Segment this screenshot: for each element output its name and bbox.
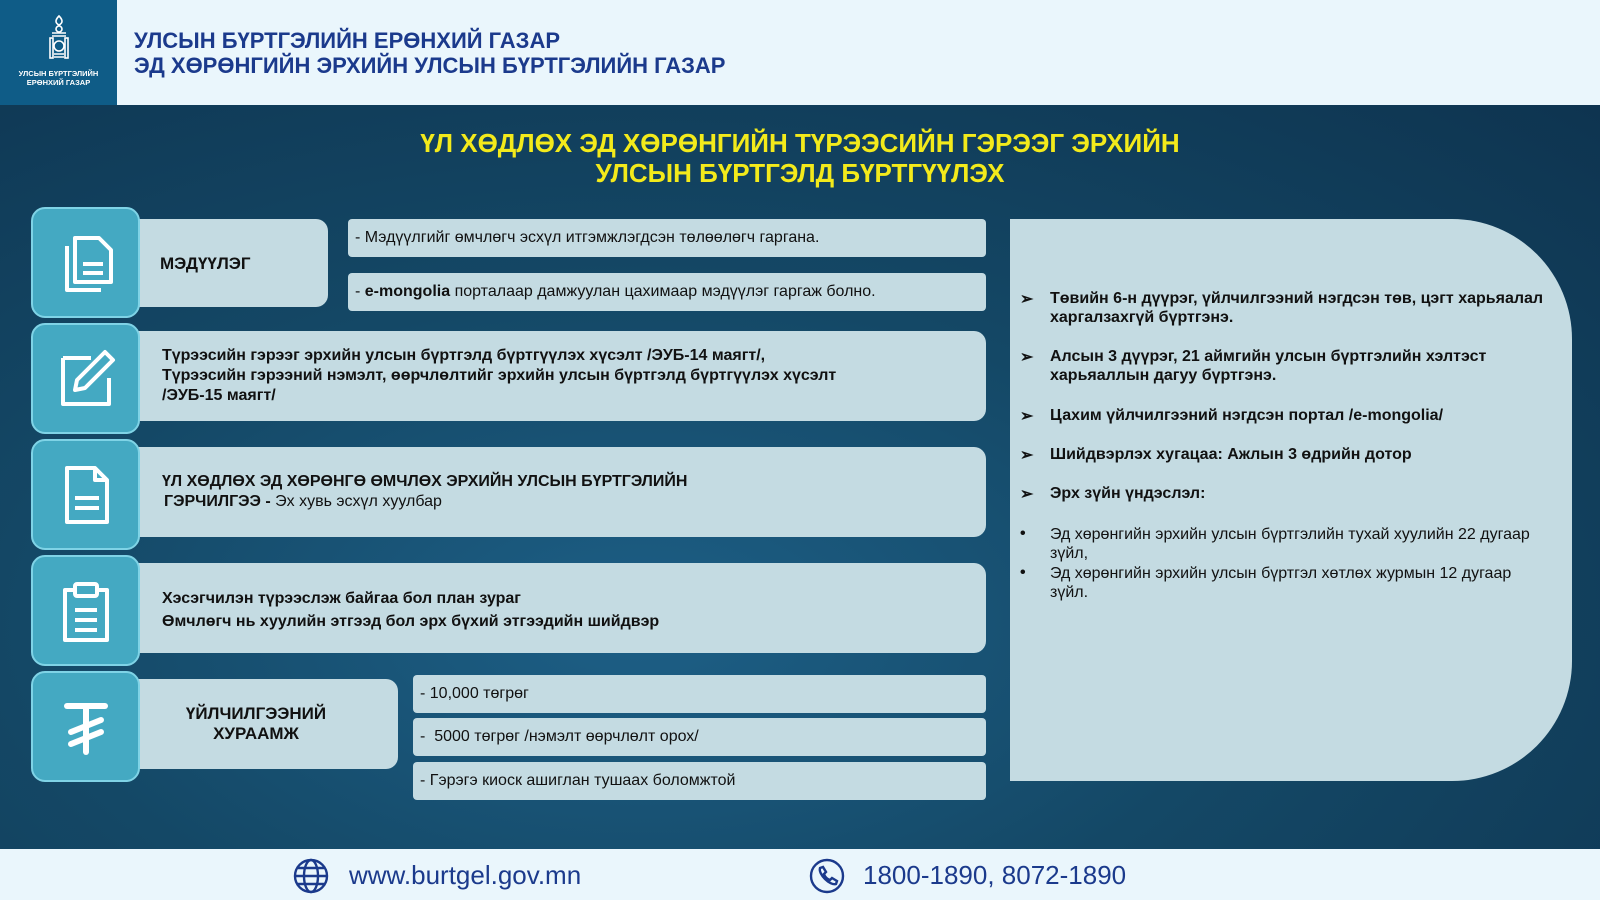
arrow-bullet-icon: ➢ <box>1020 349 1034 366</box>
arrow-bullet-icon: ➢ <box>1020 447 1034 464</box>
additional-docs-text <box>162 587 659 633</box>
logo-caption-line2: ЕРӨНХИЙ ГАЗАР <box>26 78 91 87</box>
additional-docs-tile <box>31 555 140 666</box>
fee-label <box>136 704 376 744</box>
certificate-line2-text: Эх хувь эсхүл хуулбар <box>275 493 442 510</box>
main-infographic <box>0 105 1600 849</box>
info-point-text: Шийдвэрлэх хугацаа: Ажлын 3 өдрийн дотор <box>1050 446 1412 463</box>
arrow-bullet-icon: ➢ <box>1020 486 1034 503</box>
application-item-2-text: порталаар дамжуулан цахимаар мэдүүлэг гаргаж болно. <box>450 283 876 300</box>
fee-label-box <box>136 679 398 769</box>
globe-icon <box>292 857 330 895</box>
logo-caption <box>19 69 99 87</box>
certificate-box <box>136 447 986 537</box>
fee-item-3 <box>413 762 986 800</box>
legal-basis-text: Эд хөрөнгийн эрхийн улсын бүртгэлийн тухай хуулийн 22 дугаар зүйл, <box>1050 526 1530 562</box>
org-name-line2: ЭД ХӨРӨНГИЙН ЭРХИЙН УЛСЫН БҮРТГЭЛИЙН ГАЗАР <box>134 53 726 78</box>
arrow-bullet-icon: ➢ <box>1020 408 1034 425</box>
soyombo-emblem-icon <box>46 14 72 64</box>
edit-form-icon <box>51 344 121 414</box>
fee-item-1-text: - 10,000 төгрөг <box>420 685 529 702</box>
application-label: МЭДҮҮЛЭГ <box>160 254 251 273</box>
header-bar <box>0 0 1600 105</box>
additional-docs-line1: Хэсэгчилэн түрээслэж байгаа бол план зураг <box>162 590 521 607</box>
info-point-text: Алсын 3 дүүрэг, 21 аймгийн улсын бүртгэлийн хэлтэст харьяаллын дагуу бүртгэнэ. <box>1050 348 1487 384</box>
title-line2: УЛСЫН БҮРТГЭЛД БҮРТГҮҮЛЭХ <box>595 158 1005 188</box>
page-title <box>0 128 1600 188</box>
application-item-2 <box>348 273 986 311</box>
e-mongolia-link[interactable]: e-mongolia <box>364 283 451 300</box>
footer-bar <box>0 849 1600 900</box>
application-label-box <box>136 219 328 307</box>
legal-basis-text: Эд хөрөнгийн эрхийн улсын бүртгэл хөтлөх журмын 12 дугаар зүйл. <box>1050 565 1512 601</box>
fee-tile <box>31 671 140 782</box>
clipboard-icon <box>51 576 121 646</box>
fee-item-1 <box>413 675 986 713</box>
fee-label-line1: ҮЙЛЧИЛГЭЭНИЙ <box>185 704 327 723</box>
arrow-bullet-icon: ➢ <box>1020 291 1034 308</box>
phone-icon <box>808 857 846 895</box>
title-line1: ҮЛ ХӨДЛӨХ ЭД ХӨРӨНГИЙН ТҮРЭЭСИЙН ГЭРЭЭГ ЭРХИЙН <box>420 128 1180 158</box>
fee-item-2-text: - 5000 төгрөг /нэмэлт өөрчлөлт орох/ <box>420 728 699 745</box>
request-form-line2: Түрээсийн гэрээний нэмэлт, өөрчлөлтийг эрхийн улсын бүртгэлд бүртгүүлэх хүсэлт <box>162 367 837 384</box>
dot-bullet-icon: • <box>1020 525 1026 542</box>
request-form-box <box>136 331 986 421</box>
organization-name <box>134 28 725 78</box>
documents-icon <box>51 228 121 298</box>
certificate-tile <box>31 439 140 550</box>
request-form-text <box>162 346 836 406</box>
info-point-text: Эрх зүйн үндэслэл: <box>1050 485 1206 502</box>
org-name-line1: УЛСЫН БҮРТГЭЛИЙН ЕРӨНХИЙ ГАЗАР <box>134 28 561 53</box>
certificate-text <box>162 472 687 512</box>
website-link[interactable]: www.burtgel.gov.mn <box>349 860 582 890</box>
application-item-1 <box>348 219 986 257</box>
fee-label-line2: ХУРААМЖ <box>213 724 299 743</box>
agency-logo[interactable] <box>0 0 117 105</box>
request-form-line1: Түрээсийн гэрээг эрхийн улсын бүртгэлд бүртгүүлэх хүсэлт /ЭУБ-14 маягт/, <box>162 347 766 364</box>
logo-caption-line1: УЛСЫН БҮРТГЭЛИЙН <box>18 69 99 78</box>
request-form-line3: /ЭУБ-15 маягт/ <box>162 387 276 404</box>
info-panel <box>1010 219 1572 781</box>
certificate-line1: ҮЛ ХӨДЛӨХ ЭД ХӨРӨНГӨ ӨМЧЛӨХ ЭРХИЙН УЛСЫН БҮРТГЭЛИЙН <box>162 473 688 490</box>
phone-number[interactable]: 1800-1890, 8072-1890 <box>863 860 1127 890</box>
dot-bullet-icon: • <box>1020 564 1026 581</box>
fee-item-2 <box>413 718 986 756</box>
request-form-tile <box>31 323 140 434</box>
application-item-2-prefix: - <box>355 283 365 300</box>
additional-docs-line2: Өмчлөгч нь хуулийн этгээд бол эрх бүхий этгээдийн шийдвэр <box>162 613 660 630</box>
info-point-text: Цахим үйлчилгээний нэгдсэн портал /e-mongolia/ <box>1050 407 1444 424</box>
application-tile <box>31 207 140 318</box>
info-point-text: Төвийн 6-н дүүрэг, үйлчилгээний нэгдсэн төв, цэгт харьяалал харгалзахгүй бүртгэнэ. <box>1050 290 1544 326</box>
certificate-line2-bold: ГЭРЧИЛГЭЭ - <box>164 493 276 510</box>
tugrik-currency-icon <box>51 692 121 762</box>
fee-item-3-text: - Гэрэгэ киоск ашиглан тушаах боломжтой <box>420 772 736 789</box>
application-item-1-text: - Мэдүүлгийг өмчлөгч эсхүл итгэмжлэгдсэн төлөөлөгч гаргана. <box>355 229 820 246</box>
additional-docs-box <box>136 563 986 653</box>
document-icon <box>51 460 121 530</box>
